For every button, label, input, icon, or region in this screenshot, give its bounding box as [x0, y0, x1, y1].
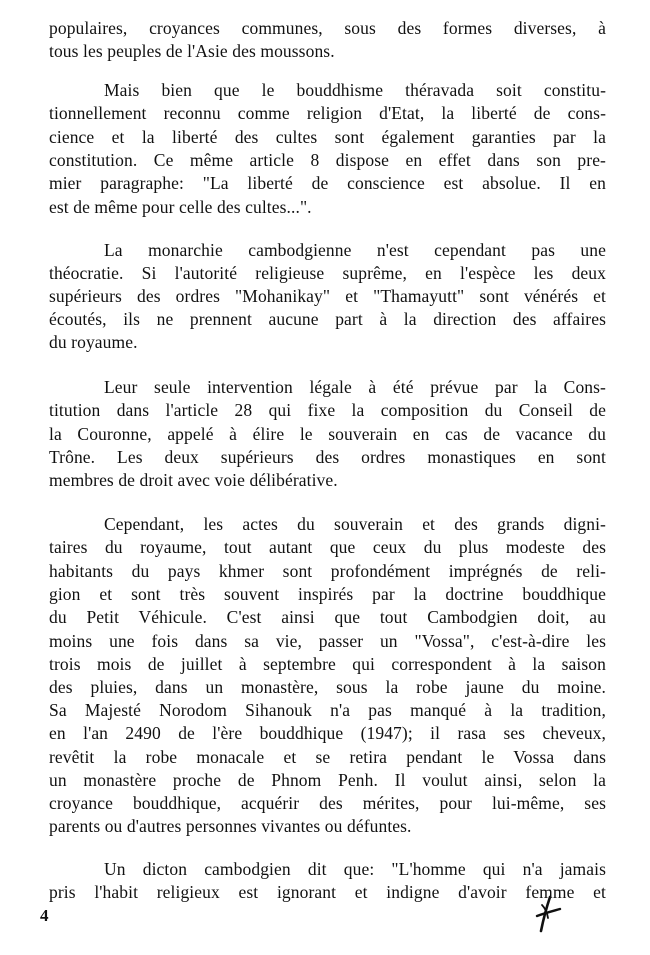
text-line: tous les peuples de l'Asie des moussons.: [49, 41, 335, 61]
text-line: revêtit la robe monacale et se retira pendant le Vossa dans: [49, 747, 606, 767]
text-line: des pluies, dans un monastère, sous la robe jaune du moine.: [49, 677, 606, 697]
text-line: La monarchie cambodgienne n'est cependant pas une: [104, 240, 606, 260]
text-line: Un dicton cambodgien dit que: "L'homme qui n'a jamais: [104, 859, 606, 879]
text-line: mier paragraphe: "La liberté de conscience est absolue. Il en: [49, 173, 606, 193]
text-line: gion et sont très souvent inspirés par la doctrine bouddhique: [49, 584, 606, 604]
text-line: cience et la liberté des cultes sont également garanties par la: [49, 127, 606, 147]
text-line: un monastère proche de Phnom Penh. Il voulut ainsi, selon la: [49, 770, 606, 790]
text-line: du Petit Véhicule. C'est ainsi que tout Cambodgien doit, au: [49, 607, 606, 627]
text-line: Cependant, les actes du souverain et des grands digni-: [104, 514, 606, 534]
handwritten-mark-icon: [533, 894, 563, 934]
text-line: populaires, croyances communes, sous des formes diverses, à: [49, 18, 606, 38]
text-line: du royaume.: [49, 332, 138, 352]
text-line: parents ou d'autres personnes vivantes ou défuntes.: [49, 816, 412, 836]
text-line: trois mois de juillet à septembre qui correspondent à la saison: [49, 654, 606, 674]
text-line: taires du royaume, tout autant que ceux du plus modeste des: [49, 537, 606, 557]
text-line: Leur seule intervention légale à été prévue par la Cons-: [104, 377, 606, 397]
text-line: habitants du pays khmer sont profondément imprégnés de reli-: [49, 561, 606, 581]
text-line: Sa Majesté Norodom Sihanouk n'a pas manqué à la tradition,: [49, 700, 606, 720]
text-line: membres de droit avec voie délibérative.: [49, 470, 338, 490]
text-line: Trône. Les deux supérieurs des ordres monastiques en sont: [49, 447, 606, 467]
text-line: supérieurs des ordres "Mohanikay" et "Thamayutt" sont vénérés et: [49, 286, 606, 306]
text-line: pris l'habit religieux est ignorant et indigne d'avoir femme et: [49, 882, 606, 902]
text-line: théocratie. Si l'autorité religieuse suprême, en l'espèce les deux: [49, 263, 606, 283]
text-line: la Couronne, appelé à élire le souverain en cas de vacance du: [49, 424, 606, 444]
text-line: titution dans l'article 28 qui fixe la composition du Conseil de: [49, 400, 606, 420]
page-number: 4: [40, 906, 49, 925]
text-line: moins une fois dans sa vie, passer un "Vossa", c'est-à-dire les: [49, 631, 606, 651]
text-line: constitution. Ce même article 8 dispose en effet dans son pre-: [49, 150, 606, 170]
text-line: est de même pour celle des cultes...".: [49, 197, 312, 217]
text-line: en l'an 2490 de l'ère bouddhique (1947); il rasa ses cheveux,: [49, 723, 606, 743]
text-line: croyance bouddhique, acquérir des mérites, pour lui-même, ses: [49, 793, 606, 813]
text-line: Mais bien que le bouddhisme théravada soit constitu-: [104, 80, 606, 100]
text-line: écoutés, ils ne prennent aucune part à la direction des affaires: [49, 309, 606, 329]
text-line: tionnellement reconnu comme religion d'Etat, la liberté de cons-: [49, 103, 606, 123]
